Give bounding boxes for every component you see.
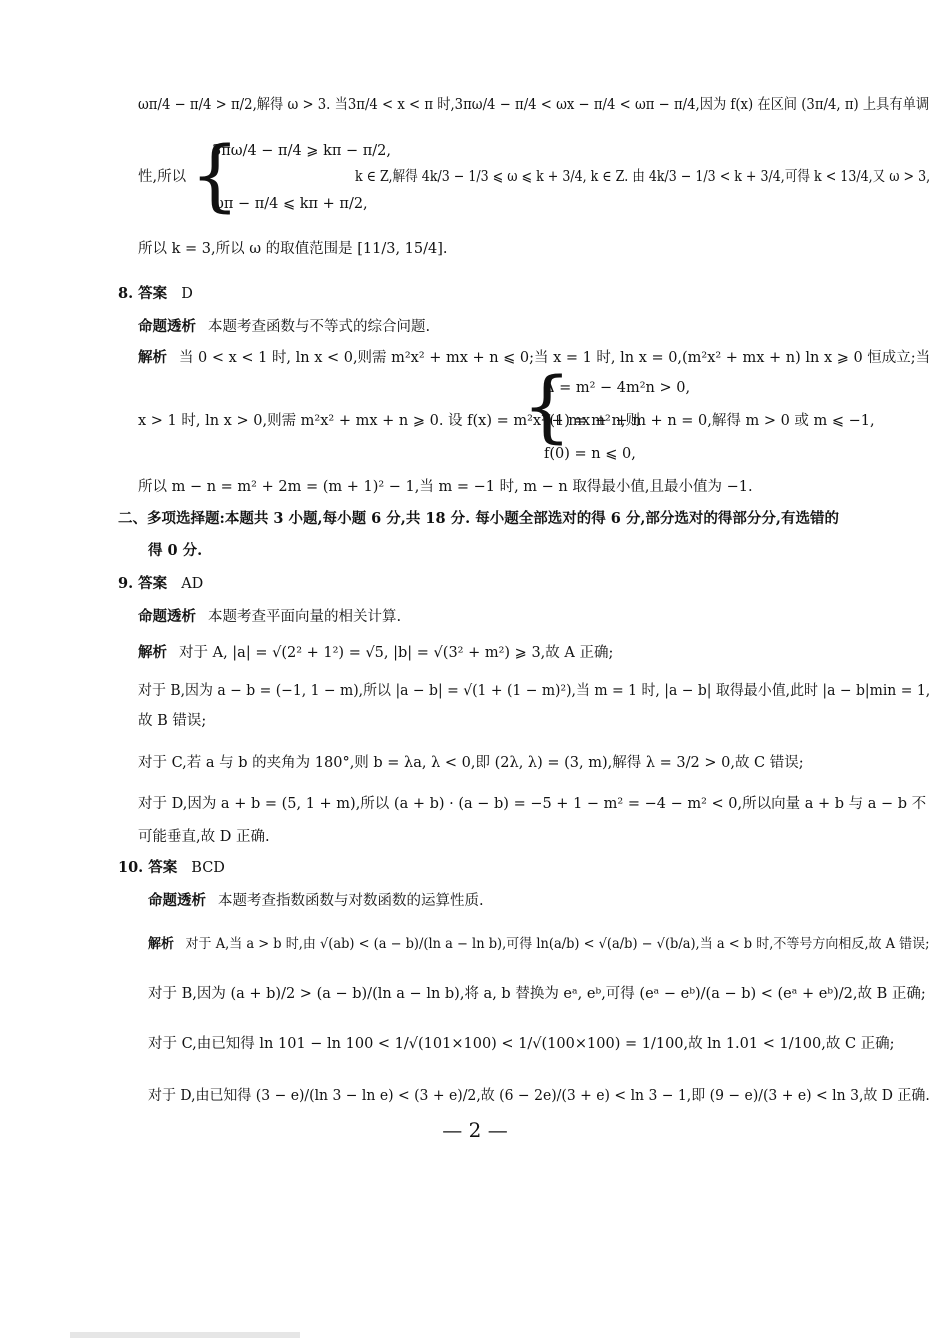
- q10-answer-label: 10. 答案: [118, 859, 178, 876]
- q9-intent-label: 命题透析: [138, 608, 196, 625]
- q9-option-a-text: 对于 A, |a| = √(2² + 1²) = √5, |b| = √(3² + m²) ⩾ 3,故 A 正确;: [179, 645, 614, 661]
- q9-option-c: 对于 C,若 a 与 b 的夹角为 180°,则 b = λa, λ < 0,即 (2λ, λ) = (3, m),解得 λ = 3/2 > 0,故 C 错误;: [138, 755, 804, 771]
- q9-intent: [138, 606, 401, 628]
- q7-line-3: 所以 k = 3,所以 ω 的取值范围是 [11/3, 15/4].: [138, 241, 448, 257]
- q7-system-brace: {: [190, 131, 240, 221]
- q10-intent: [148, 890, 484, 912]
- q10-option-b: 对于 B,因为 (a + b)/2 > (a − b)/(ln a − ln b),将 a, b 替换为 eᵃ, eᵇ,可得 (eᵃ − eᵇ)/(a − b) < (eᵃ + eᵇ)/2,故 B 正确;: [148, 986, 926, 1002]
- q10-intent-label: 命题透析: [148, 892, 206, 909]
- q9-option-b-line-1: 对于 B,因为 a − b = (−1, 1 − m),所以 |a − b| = √(1 + (1 − m)²),当 m = 1 时, |a − b| 取得最小值,此时 |a − b|min = 1,: [138, 683, 931, 699]
- q8-intent-text: 本题考查函数与不等式的综合问题.: [208, 319, 431, 335]
- q8-answer-value: D: [181, 286, 193, 302]
- q10-intent-text: 本题考查指数函数与对数函数的运算性质.: [218, 893, 484, 909]
- q7-system-top: 3πω/4 − π/4 ⩾ kπ − π/2,: [212, 143, 391, 159]
- q8-line-3: 所以 m − n = m² + 2m = (m + 1)² − 1,当 m = −1 时, m − n 取得最小值,且最小值为 −1.: [138, 479, 753, 495]
- q8-system-brace: {: [522, 362, 572, 452]
- q9-intent-text: 本题考查平面向量的相关计算.: [208, 609, 402, 625]
- q8-analysis-label: 解析: [138, 349, 167, 366]
- q9-option-d-line-2: 可能垂直,故 D 正确.: [138, 829, 270, 845]
- q9-answer: [118, 573, 203, 595]
- q7-line-2-suffix: k ∈ Z,解得 4k/3 − 1/3 ⩽ ω ⩽ k + 3/4, k ∈ Z. 由 4k/3 − 1/3 < k + 3/4,可得 k < 13/4,又 ω > 3,: [355, 169, 931, 185]
- q7-system-bottom: ωπ − π/4 ⩽ kπ + π/2,: [212, 196, 368, 212]
- q8-intent-label: 命题透析: [138, 318, 196, 335]
- q9-analysis-a: [138, 642, 613, 664]
- q10-analysis-a: [148, 933, 930, 955]
- q9-option-b-line-2: 故 B 错误;: [138, 713, 207, 729]
- q10-answer-value: BCD: [191, 860, 225, 876]
- section-2-heading-line-1: 二、多项选择题:本题共 3 小题,每小题 6 分,共 18 分. 每小题全部选对的得 6 分,部分选对的得部分分,有选错的: [118, 510, 839, 527]
- q8-line-2-prefix: x > 1 时, ln x > 0,则需 m²x² + mx + n ⩾ 0. 设 f(x) = m²x² + mx + n,则: [138, 413, 641, 429]
- section-2-heading-line-2: 得 0 分.: [148, 542, 203, 559]
- q8-analysis-text-1: 当 0 < x < 1 时, ln x < 0,则需 m²x² + mx + n ⩽ 0;当 x = 1 时, ln x = 0,(m²x² + mx + n) ln x ⩾ 0 恒成立;当: [178, 350, 931, 366]
- q9-answer-value: AD: [181, 576, 204, 592]
- q8-answer: [118, 283, 193, 305]
- q8-answer-label: 8. 答案: [118, 285, 168, 302]
- q8-system-1: Δ = m² − 4m²n > 0,: [544, 380, 691, 396]
- q7-line-1: ωπ/4 − π/4 > π/2,解得 ω > 3. 当3π/4 < x < π 时,3πω/4 − π/4 < ωx − π/4 < ωπ − π/4,因为 f(x) 在区间 (3π/4, π) 上具有单调: [138, 97, 930, 113]
- q8-system-2: f(1) = m² + m + n = 0,解得 m > 0 或 m ⩽ −1,: [544, 413, 875, 429]
- q10-option-d: 对于 D,由已知得 (3 − e)/(ln 3 − ln e) < (3 + e)/2,故 (6 − 2e)/(3 + e) < ln 3 − 1,即 (9 − e)/(3 + e) < ln 3,故 D 正确.: [148, 1088, 930, 1104]
- q9-answer-label: 9. 答案: [118, 575, 168, 592]
- q7-line-2-prefix: 性,所以: [138, 169, 187, 185]
- q9-analysis-label: 解析: [138, 644, 167, 661]
- q10-answer: [118, 857, 225, 879]
- page-number: — 2 —: [442, 1118, 508, 1142]
- q10-option-a-text: 对于 A,当 a > b 时,由 √(ab) < (a − b)/(ln a − ln b),可得 ln(a/b) < √(a/b) − √(b/a),当 a < b 时,不等号方向相反,故 A 错误;: [185, 936, 930, 952]
- footer-scan-strip: [70, 1332, 300, 1338]
- q10-analysis-label: 解析: [148, 936, 175, 952]
- q10-option-c: 对于 C,由已知得 ln 101 − ln 100 < 1/√(101×100) < 1/√(100×100) = 1/100,故 ln 1.01 < 1/100,故 C 正确;: [148, 1036, 895, 1052]
- q8-intent: [138, 316, 430, 338]
- q9-option-d-line-1: 对于 D,因为 a + b = (5, 1 + m),所以 (a + b) · (a − b) = −5 + 1 − m² = −4 − m² < 0,所以向量 a + b 与 a − b 不: [138, 796, 927, 812]
- q8-system-3: f(0) = n ⩽ 0,: [544, 446, 636, 462]
